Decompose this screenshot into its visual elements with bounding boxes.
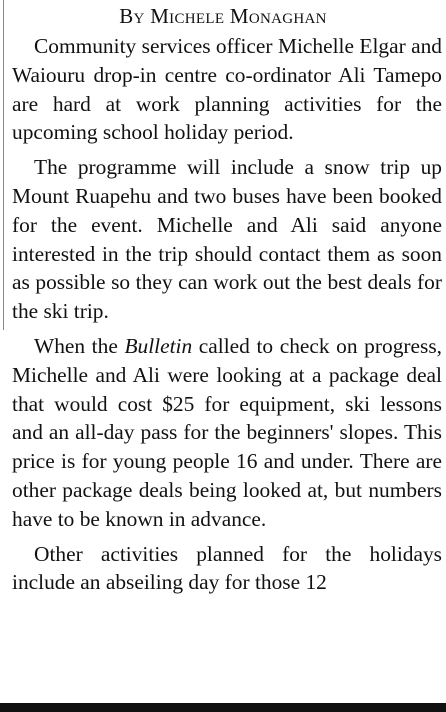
paragraph-2: The programme will include a snow trip up Mount Ruapehu and two buses have been booked for the event. Michelle and Ali said anyone interested in the trip should contact them as soon as possible so they can work out the best deals for the ski trip. — [12, 155, 442, 324]
bottom-border — [0, 703, 446, 712]
paragraph-4: Other activities planned for the holidays include an abseiling day for those 12 — [12, 541, 442, 595]
paragraph-3-rest: called to check on progress, Michelle and Ali were looking at a package deal that would cost $25 for equipment, ski lessons and an all-day pass for the beginners' slopes. This price is for young people 16 and under. There are other package deals being looked at, but numbers have to be known in advance. — [12, 333, 443, 531]
article-body — [12, 32, 442, 603]
publication-name: Bulletin — [124, 333, 193, 358]
column-rule — [3, 0, 4, 330]
paragraph-3-lead: When the — [34, 333, 125, 358]
byline: By Michele Monaghan — [119, 4, 327, 28]
paragraph-1: Community services officer Michelle Elgar and Waiouru drop-in centre co-ordinator Ali Tamepo are hard at work planning activities for the upcoming school holiday period. — [12, 34, 442, 145]
paragraph-3 — [12, 332, 442, 534]
